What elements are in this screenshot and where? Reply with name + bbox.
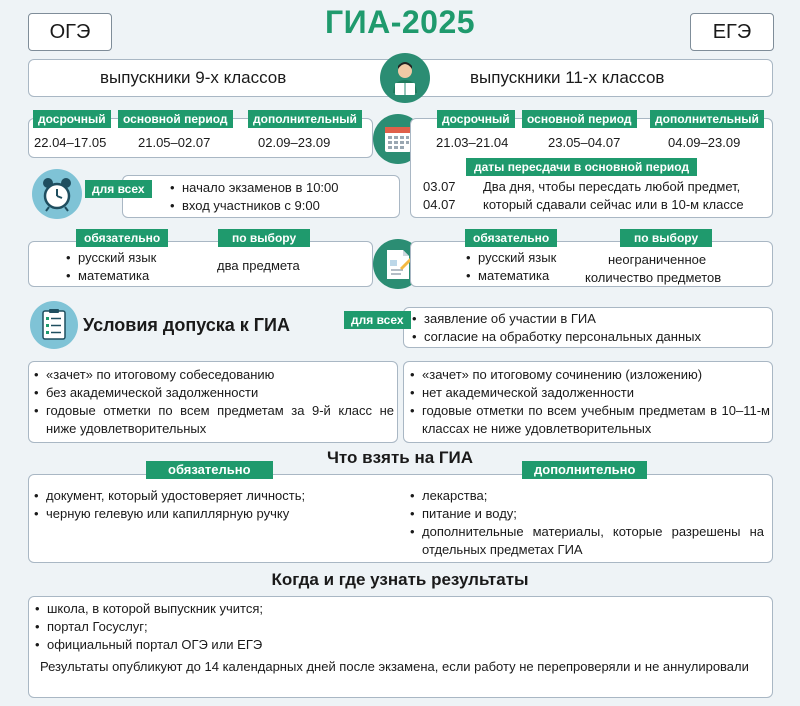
period-ege-label-early: досрочный xyxy=(437,110,515,128)
start-item: • начало экзаменов в 10:00 xyxy=(168,179,339,197)
period-ege-label-main: основной период xyxy=(522,110,637,128)
subjects-oge-choice-label: по выбору xyxy=(218,229,310,247)
admission-oge-item: • годовые отметки по всем предметам за 9-й класс не ниже удовлетворительных xyxy=(32,402,394,438)
start-item: • вход участников с 9:00 xyxy=(168,197,339,215)
bring-required-label: обязательно xyxy=(146,461,273,479)
bring-required-list xyxy=(32,487,305,523)
retake-label: даты пересдачи в основной период xyxy=(466,158,697,176)
results-note: Результаты опубликуют до 14 календарных дней после экзамена, если работу не перепроверяли и не аннулировали xyxy=(40,659,749,674)
alarm-clock-icon xyxy=(32,169,82,219)
subjects-ege-required-list xyxy=(464,249,556,285)
bring-heading: Что взять на ГИА xyxy=(326,448,474,467)
results-item: • официальный портал ОГЭ или ЕГЭ xyxy=(33,636,263,654)
subject-item: • математика xyxy=(464,267,556,285)
period-oge-dates-main: 21.05–02.07 xyxy=(138,135,211,150)
subjects-ege-choice-label: по выбору xyxy=(620,229,712,247)
checklist-icon xyxy=(30,301,78,349)
ege-label: ЕГЭ xyxy=(690,13,774,51)
retake-date-1: 03.07 xyxy=(423,179,456,194)
grad11-label: выпускники 11-х классов xyxy=(470,68,665,87)
period-ege-dates-extra: 04.09–23.09 xyxy=(668,135,741,150)
start-tag: для всех xyxy=(85,180,152,198)
subject-item: • русский язык xyxy=(464,249,556,267)
subject-item: • математика xyxy=(64,267,156,285)
subjects-oge-required-list xyxy=(64,249,156,285)
subjects-oge-choice: два предмета xyxy=(217,258,300,273)
bring-item: • питание и воду; xyxy=(408,505,764,523)
admission-all-tag: для всех xyxy=(344,311,411,329)
results-list xyxy=(33,600,263,654)
period-oge-dates-extra: 02.09–23.09 xyxy=(258,135,331,150)
period-oge-label-extra: дополнительный xyxy=(248,110,362,128)
results-item: • школа, в которой выпускник учится; xyxy=(33,600,263,618)
retake-text-2: который сдавали сейчас или в 10-м классе xyxy=(483,197,744,212)
results-item: • портал Госуслуг; xyxy=(33,618,263,636)
admission-oge-item: • «зачет» по итоговому собеседованию xyxy=(32,366,394,384)
admission-ege-list xyxy=(408,366,770,438)
subjects-ege-choice-2: количество предметов xyxy=(585,270,722,285)
bring-item: • дополнительные материалы, которые разрешены на отдельных предметах ГИА xyxy=(408,523,764,559)
bring-item: • лекарства; xyxy=(408,487,764,505)
admission-ege-item: • нет академической задолженности xyxy=(408,384,770,402)
admission-oge-list xyxy=(32,366,394,438)
retake-date-2: 04.07 xyxy=(423,197,456,212)
bring-item: • черную гелевую или капиллярную ручку xyxy=(32,505,305,523)
admission-all-item: • согласие на обработку персональных данных xyxy=(410,328,701,346)
bring-item: • документ, который удостоверяет личность; xyxy=(32,487,305,505)
retake-text-1: Два дня, чтобы пересдать любой предмет, xyxy=(483,179,741,194)
subjects-ege-required-label: обязательно xyxy=(465,229,557,247)
admission-oge-item: • без академической задолженности xyxy=(32,384,394,402)
start-list xyxy=(168,179,339,215)
period-oge-label-early: досрочный xyxy=(33,110,111,128)
period-oge-dates-early: 22.04–17.05 xyxy=(34,135,107,150)
admission-all-item: • заявление об участии в ГИА xyxy=(410,310,701,328)
admission-ege-item: • годовые отметки по всем учебным предметам в 10–11-м классах не ниже удовлетворительных xyxy=(408,402,770,438)
admission-ege-item: • «зачет» по итоговому сочинению (изложению) xyxy=(408,366,770,384)
subject-item: • русский язык xyxy=(64,249,156,267)
admission-all-list xyxy=(410,310,701,346)
period-oge-label-main: основной период xyxy=(118,110,233,128)
bring-extra-label: дополнительно xyxy=(522,461,647,479)
student-reading-icon xyxy=(380,53,430,103)
admission-heading: Условия допуска к ГИА xyxy=(83,315,290,335)
grad9-label: выпускники 9-х классов xyxy=(100,68,287,87)
bring-extra-list xyxy=(408,487,764,559)
subjects-oge-required-label: обязательно xyxy=(76,229,168,247)
period-ege-label-extra: дополнительный xyxy=(650,110,764,128)
period-ege-dates-early: 21.03–21.04 xyxy=(436,135,509,150)
subjects-ege-choice-1: неограниченное xyxy=(608,252,707,267)
oge-label: ОГЭ xyxy=(28,13,112,51)
period-ege-dates-main: 23.05–04.07 xyxy=(548,135,621,150)
results-heading: Когда и где узнать результаты xyxy=(271,570,529,589)
page-title: ГИА-2025 xyxy=(324,4,476,40)
